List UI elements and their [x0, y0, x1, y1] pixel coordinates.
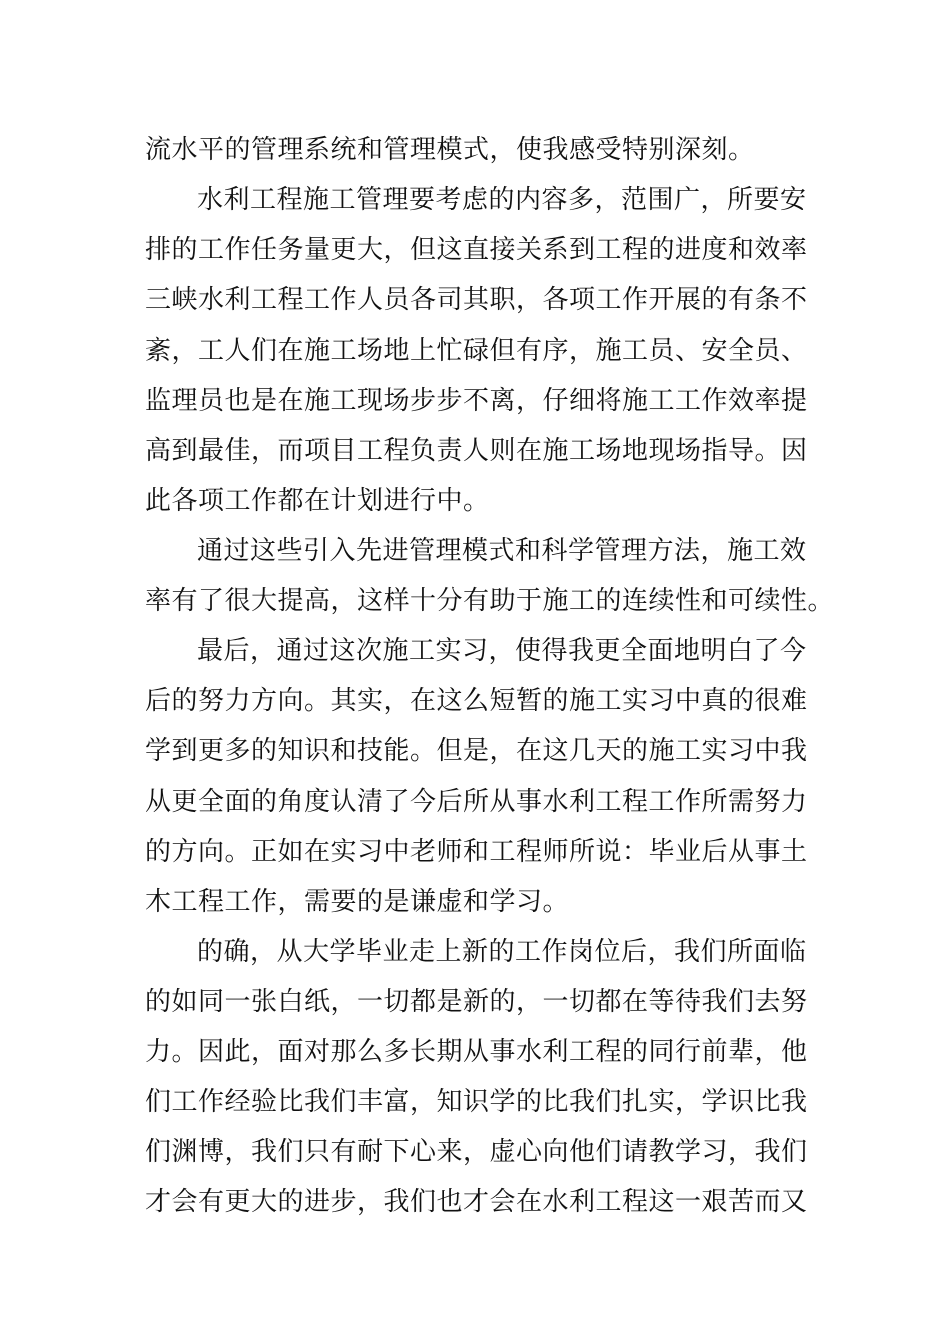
text-line: 后的努力方向。其实，在这么短暂的施工实习中真的很难	[145, 686, 808, 716]
text-line: 此各项工作都在计划进行中。	[145, 486, 490, 516]
text-line: 高到最佳，而项目工程负责人则在施工场地现场指导。因	[145, 436, 808, 466]
text-line: 率有了很大提高，这样十分有助于施工的连续性和可续性。	[145, 586, 835, 616]
paragraph-first-line: 最后，通过这次施工实习，使得我更全面地明白了今	[197, 636, 807, 666]
text-line: 的如同一张白纸，一切都是新的，一切都在等待我们去努	[145, 987, 808, 1017]
paragraph-first-line: 通过这些引入先进管理模式和科学管理方法，施工效	[197, 536, 807, 566]
text-line: 木工程工作，需要的是谦虚和学习。	[145, 887, 570, 917]
text-line: 学到更多的知识和技能。但是，在这几天的施工实习中我	[145, 736, 808, 766]
text-line: 们渊博，我们只有耐下心来，虚心向他们请教学习，我们	[145, 1137, 808, 1167]
text-line: 力。因此，面对那么多长期从事水利工程的同行前辈，他	[145, 1037, 808, 1067]
text-line: 的方向。正如在实习中老师和工程师所说：毕业后从事土	[145, 837, 808, 867]
text-line: 从更全面的角度认清了今后所从事水利工程工作所需努力	[145, 787, 808, 817]
text-line: 流水平的管理系统和管理模式，使我感受特别深刻。	[145, 135, 755, 165]
text-line: 监理员也是在施工现场步步不离，仔细将施工工作效率提	[145, 386, 808, 416]
text-line: 紊，工人们在施工场地上忙碌但有序，施工员、安全员、	[145, 336, 808, 366]
paragraph-first-line: 水利工程施工管理要考虑的内容多，范围广，所要安	[197, 185, 807, 215]
text-line: 三峡水利工程工作人员各司其职，各项工作开展的有条不	[145, 285, 808, 315]
text-line: 排的工作任务量更大，但这直接关系到工程的进度和效率	[145, 235, 808, 265]
text-line: 们工作经验比我们丰富，知识学的比我们扎实，学识比我	[145, 1087, 808, 1117]
text-line: 才会有更大的进步，我们也才会在水利工程这一艰苦而又	[145, 1187, 808, 1217]
paragraph-first-line: 的确，从大学毕业走上新的工作岗位后，我们所面临	[197, 937, 807, 967]
